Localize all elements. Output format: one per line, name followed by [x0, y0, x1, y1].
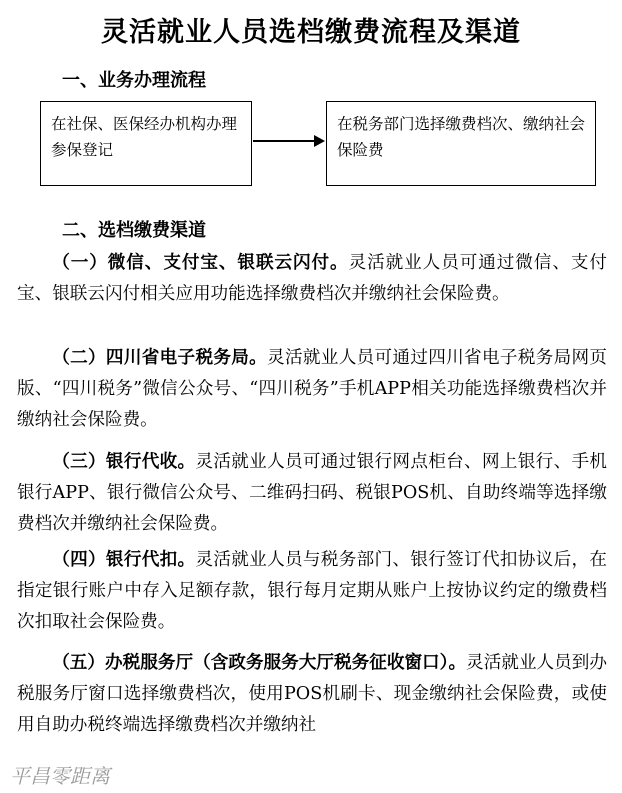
channel-text: 灵活就业人员可通过银行网点柜台、网上银行、手机银行APP、银行微信公众号、二维码扫码、税银POS机、自助终端等选择缴费档次并缴纳社会保险费。	[17, 452, 607, 534]
channel-text: 灵活就业人员到办税服务厅窗口选择缴费档次，使用POS机刷卡、现金缴纳社会保险费，或使用自助办税终端选择缴费档次并缴纳社	[17, 653, 607, 735]
page-title: 灵活就业人员选档缴费流程及渠道	[101, 17, 521, 48]
channel-text: 灵活就业人员可通过四川省电子税务局网页版、“四川税务”微信公众号、“四川税务”手机APP相关功能选择缴费档次并缴纳社会保险费。	[17, 348, 607, 430]
channel-item-bank-deduction	[17, 545, 607, 638]
channel-text: 灵活就业人员可通过微信、支付宝、银联云闪付相关应用功能选择缴费档次并缴纳社会保险费。	[17, 253, 607, 304]
channel-item-wechat-alipay	[17, 248, 607, 310]
channel-text: 灵活就业人员与税务部门、银行签订代扣协议后，在指定银行账户中存入足额存款，银行每月定期从账户上按协议约定的缴费档次扣取社会保险费。	[17, 550, 607, 632]
channel-lead: （二）四川省电子税务局。	[52, 348, 268, 368]
channel-lead: （四）银行代扣。	[52, 550, 196, 570]
channel-item-bank-collection	[17, 447, 607, 540]
watermark: 平昌零距离	[10, 764, 110, 788]
flow-step-payment: 在税务部门选择缴费档次、缴纳社会保险费	[326, 101, 596, 186]
channel-lead: （三）银行代收。	[52, 452, 196, 472]
channel-item-e-tax	[17, 343, 607, 436]
section-heading-channels: 二、选档缴费渠道	[62, 220, 206, 241]
channel-lead: （一）微信、支付宝、银联云闪付。	[52, 253, 349, 273]
arrow-right-icon	[314, 135, 325, 147]
flow-step-registration: 在社保、医保经办机构办理参保登记	[40, 101, 252, 186]
flow-arrow	[253, 140, 317, 142]
channel-item-tax-hall	[17, 648, 607, 741]
section-heading-process: 一、业务办理流程	[62, 70, 206, 91]
channel-lead: （五）办税服务厅（含政务服务大厅税务征收窗口）。	[52, 653, 467, 673]
